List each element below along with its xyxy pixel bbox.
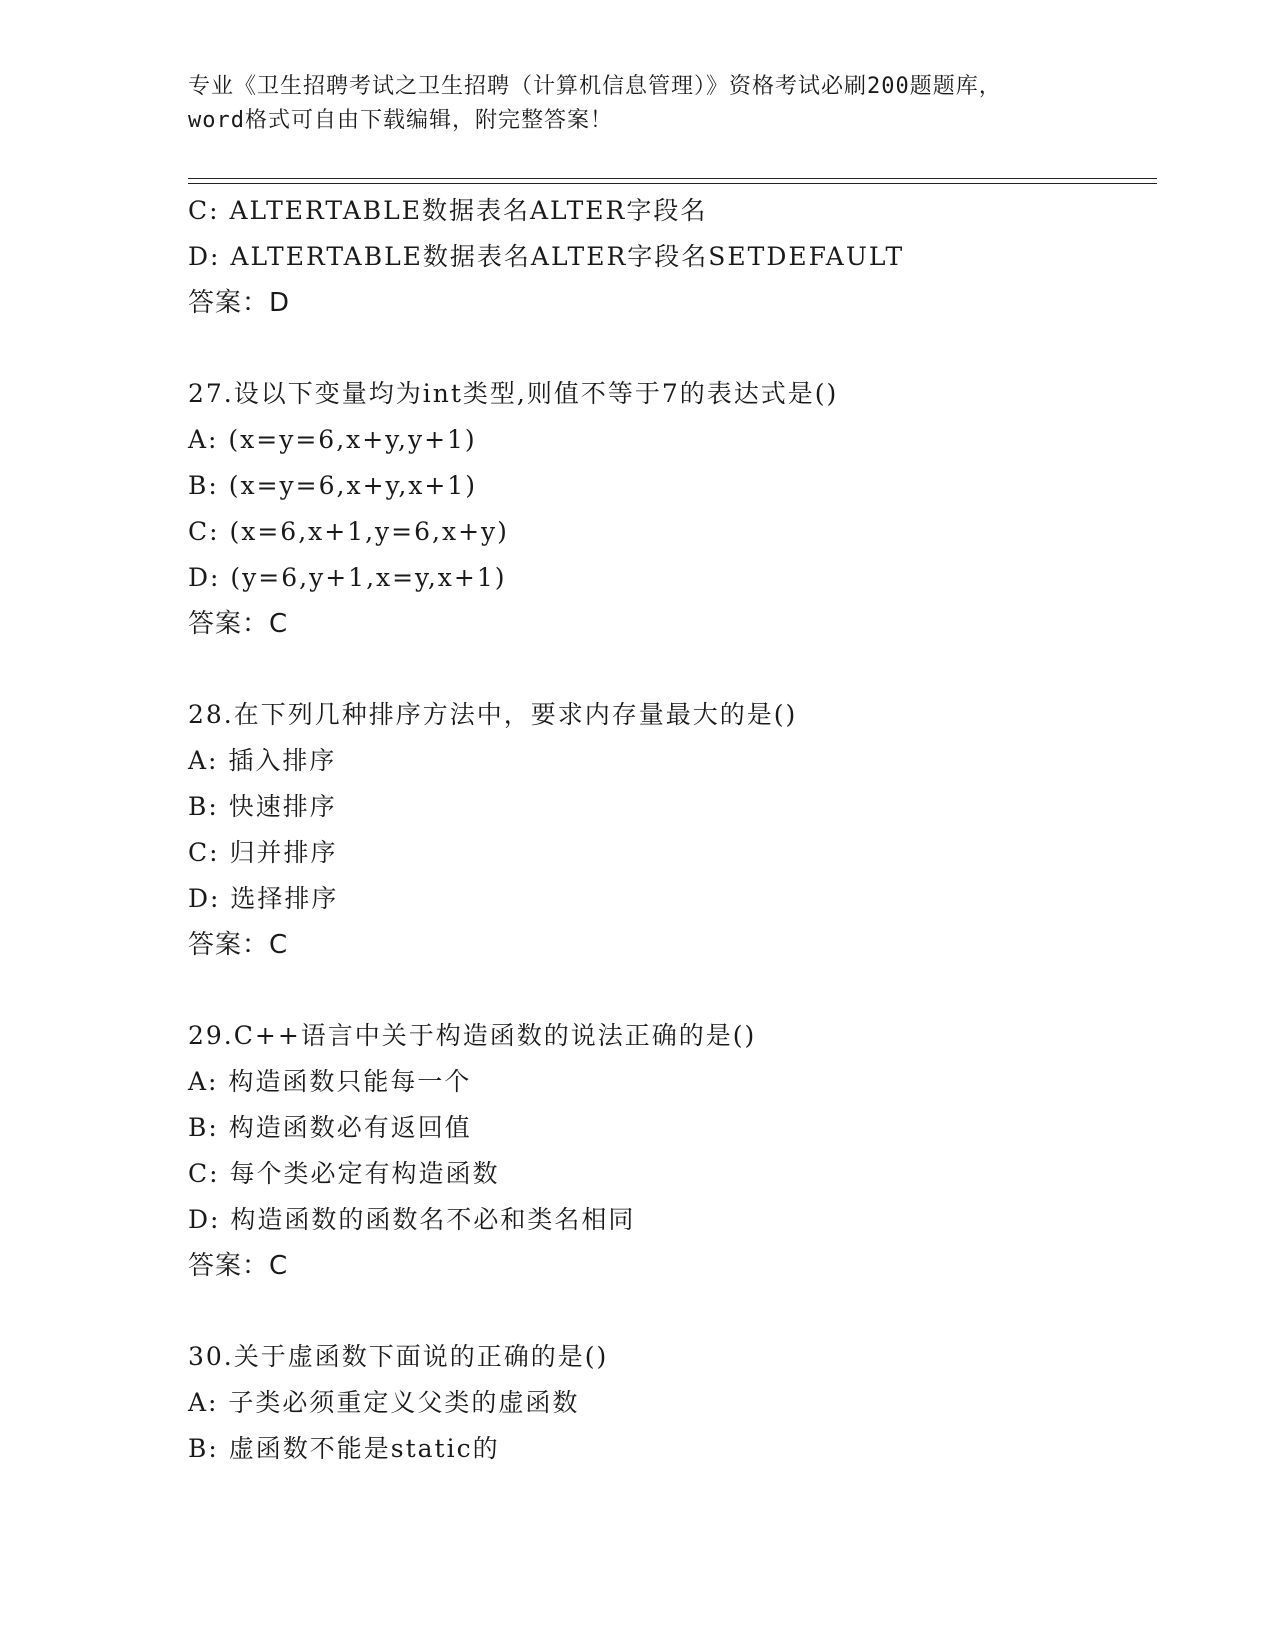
question-content (188, 188, 1148, 1472)
option-a: A: 构造函数只能每一个 (188, 1067, 472, 1096)
spacer (188, 647, 1148, 692)
option-d: D: 构造函数的函数名不必和类名相同 (188, 1205, 636, 1234)
option-b: B: 快速排序 (188, 792, 337, 821)
option-c: C: 归并排序 (188, 838, 338, 867)
answer-line: 答案：D (188, 288, 291, 318)
option-d: D: 选择排序 (188, 884, 339, 913)
answer-line: 答案：C (188, 609, 289, 639)
document-header (188, 70, 1088, 138)
spacer (188, 1289, 1148, 1334)
option-b: B: 虚函数不能是static的 (188, 1434, 500, 1463)
option-c: C: (x=6,x+1,y=6,x+y) (188, 517, 509, 546)
option-a: A: 子类必须重定义父类的虚函数 (188, 1388, 580, 1417)
option-c: C: 每个类必定有构造函数 (188, 1159, 500, 1188)
question-29 (188, 1013, 1148, 1289)
header-title-line-1: 专业《卫生招聘考试之卫生招聘（计算机信息管理）》资格考试必刷200题题库， (188, 74, 1002, 99)
header-title-line-2: word格式可自由下载编辑，附完整答案！ (188, 108, 613, 133)
question-26-continued (188, 188, 1148, 326)
spacer (188, 968, 1148, 1013)
question-stem: 28.在下列几种排序方法中，要求内存量最大的是() (188, 700, 798, 729)
header-divider-top (188, 178, 1157, 179)
answer-line: 答案：C (188, 1251, 289, 1281)
question-27 (188, 371, 1148, 647)
question-30 (188, 1334, 1148, 1472)
spacer (188, 326, 1148, 371)
option-d: D: ALTERTABLE数据表名ALTER字段名SETDEFAULT (188, 242, 905, 271)
question-stem: 27.设以下变量均为int类型,则值不等于7的表达式是() (188, 379, 839, 408)
question-28 (188, 692, 1148, 968)
option-b: B: 构造函数必有返回值 (188, 1113, 472, 1142)
option-a: A: 插入排序 (188, 746, 337, 775)
option-c: C: ALTERTABLE数据表名ALTER字段名 (188, 196, 708, 225)
header-divider-bottom (188, 183, 1157, 184)
question-stem: 30.关于虚函数下面说的正确的是() (188, 1342, 609, 1371)
option-b: B: (x=y=6,x+y,x+1) (188, 471, 477, 500)
option-a: A: (x=y=6,x+y,y+1) (188, 425, 477, 454)
answer-line: 答案：C (188, 930, 289, 960)
option-d: D: (y=6,y+1,x=y,x+1) (188, 563, 507, 592)
question-stem: 29.C++语言中关于构造函数的说法正确的是() (188, 1021, 757, 1050)
